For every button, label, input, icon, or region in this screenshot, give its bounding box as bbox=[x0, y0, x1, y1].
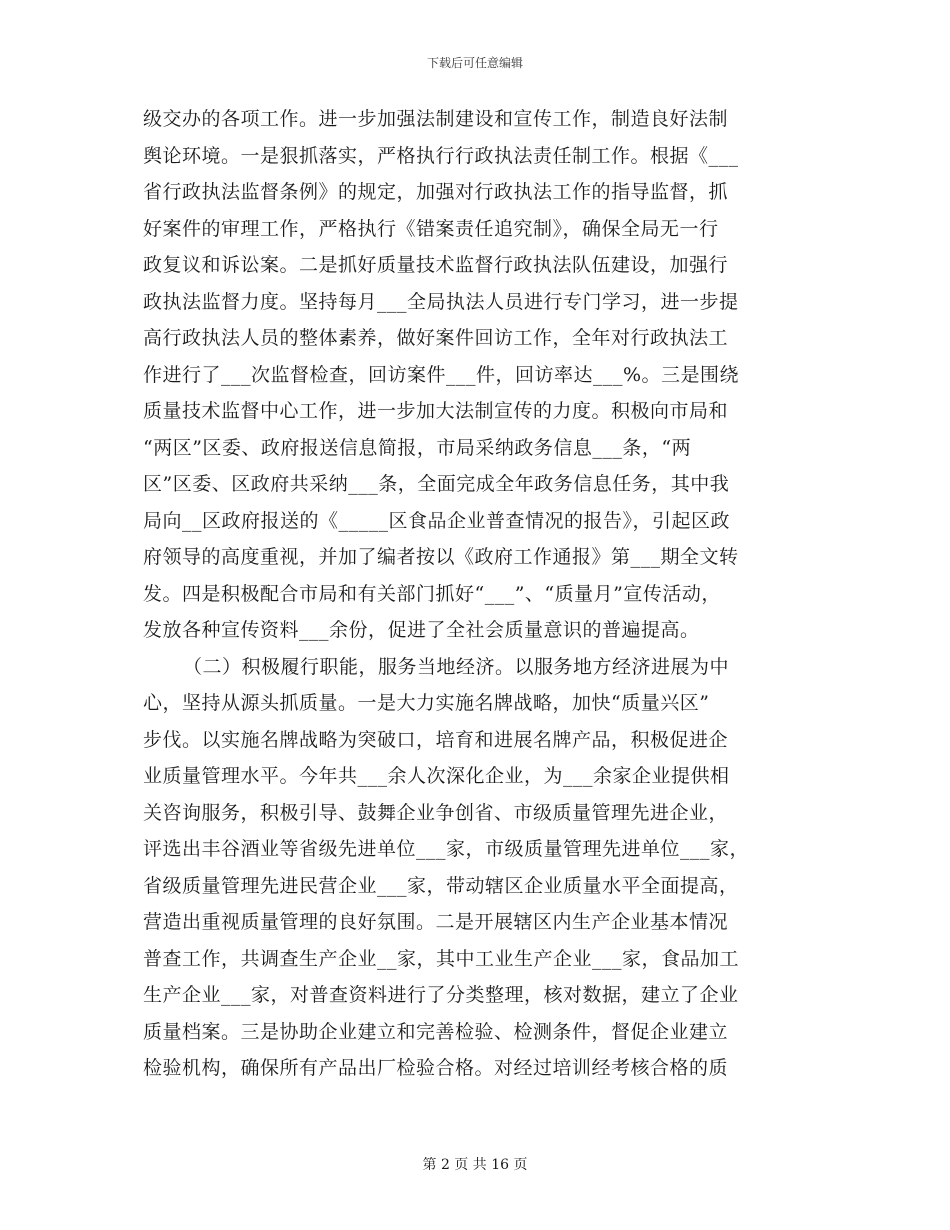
text-line: 省级质量管理先进民营企业___家，带动辖区企业质量水平全面提高， bbox=[143, 874, 739, 897]
text-line: 作进行了___次监督检查，回访案件___件，回访率达___%。三是围绕 bbox=[143, 363, 740, 386]
text-line: 好案件的审理工作，严格执行《错案责任追究制》，确保全局无一行 bbox=[143, 217, 719, 240]
text-line: 府领导的高度重视，并加了编者按以《政府工作通报》第___期全文转 bbox=[143, 546, 739, 568]
text-line: 政复议和诉讼案。二是抓好质量技术监督行政执法队伍建设，加强行 bbox=[143, 254, 729, 276]
text-line: 普查工作，共调查生产企业__家，其中工业生产企业___家，食品加工 bbox=[143, 947, 740, 970]
text-line: 舆论环境。一是狠抓落实，严格执行行政执法责任制工作。根据《___ bbox=[143, 144, 739, 167]
text-line: 政执法监督力度。坚持每月___全局执法人员进行专门学习，进一步提 bbox=[143, 290, 739, 313]
text-line: 发。四是积极配合市局和有关部门抓好“___”、“质量月”宣传活动， bbox=[143, 582, 721, 605]
text-line: 质量技术监督中心工作，进一步加大法制宣传的力度。积极向市局和 bbox=[143, 400, 729, 422]
text-line: 省行政执法监督条例》的规定，加强对行政执法工作的指导监督，抓 bbox=[143, 181, 729, 203]
text-line: 高行政执法人员的整体素养，做好案件回访工作，全年对行政执法工 bbox=[143, 327, 729, 349]
text-line: 级交办的各项工作。进一步加强法制建设和宣传工作，制造良好法制 bbox=[143, 108, 729, 130]
document-body bbox=[143, 101, 813, 1087]
text-line: 生产企业___家，对普查资料进行了分类整理，核对数据，建立了企业 bbox=[143, 984, 739, 1006]
text-line: 步伐。以实施名牌战略为突破口，培育和进展名牌产品，积极促进企 bbox=[143, 728, 729, 751]
text-line: 心，坚持从源头抓质量。一是大力实施名牌战略，加快“质量兴区” bbox=[143, 692, 710, 714]
text-line: 检验机构，确保所有产品出厂检验合格。对经过培训经考核合格的质 bbox=[143, 1057, 729, 1079]
text-line: 业质量管理水平。今年共___余人次深化企业，为___余家企业提供相 bbox=[143, 765, 730, 787]
text-line: “两区”区委、政府报送信息简报，市局采纳政务信息___条，“两 bbox=[143, 436, 692, 459]
text-line: 营造出重视质量管理的良好氛围。二是开展辖区内生产企业基本情况 bbox=[143, 911, 729, 933]
text-line: 评选出丰谷酒业等省级先进单位___家，市级质量管理先进单位___家， bbox=[143, 838, 750, 860]
text-line: 区”区委、区政府共采纳___条，全面完成全年政务信息任务，其中我 bbox=[143, 473, 730, 495]
text-line: 局向__区政府报送的《_____区食品企业普查情况的报告》，引起区政 bbox=[143, 509, 731, 532]
text-line: 质量档案。三是协助企业建立和完善检验、检测条件，督促企业建立 bbox=[143, 1020, 729, 1043]
page-number: 第 2 页 共 16 页 bbox=[422, 1157, 528, 1173]
text-line: 发放各种宣传资料___余份，促进了全社会质量意识的普遍提高。 bbox=[143, 619, 700, 641]
text-line: 关咨询服务，积极引导、鼓舞企业争创省、市级质量管理先进企业， bbox=[143, 801, 729, 824]
header-note: 下载后可任意编辑 bbox=[426, 56, 523, 70]
section-heading-line: （二）积极履行职能，服务当地经济。以服务地方经济进展为中 bbox=[183, 655, 730, 678]
